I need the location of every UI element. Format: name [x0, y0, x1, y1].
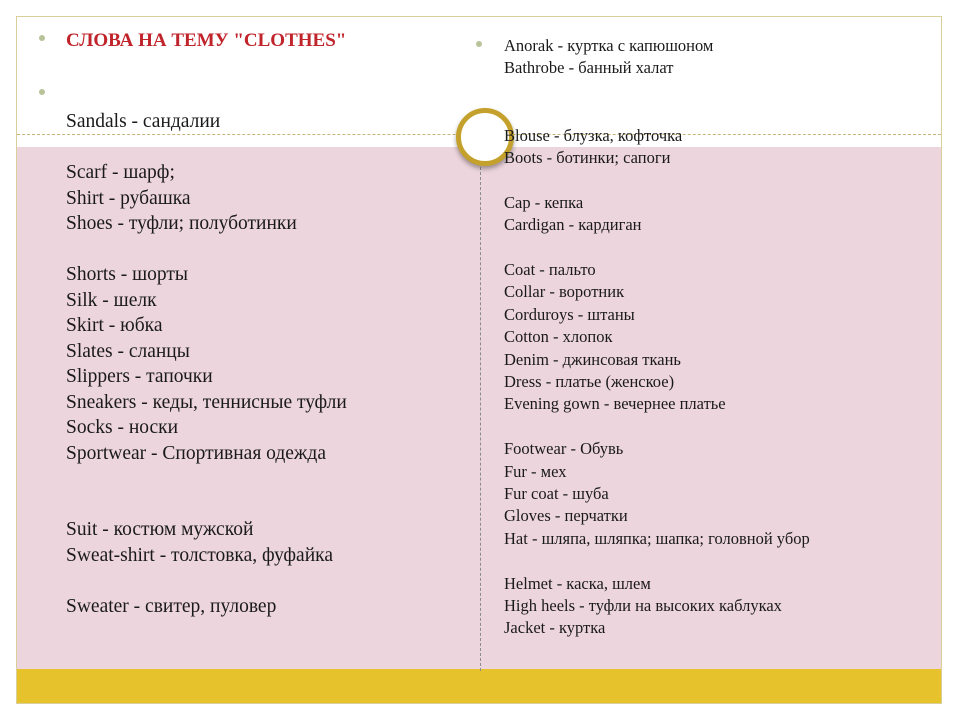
list-item: Anorak - куртка с капюшоном [504, 36, 714, 55]
list-item: Cap - кепка [504, 192, 584, 212]
bullet-icon [39, 35, 45, 41]
list-item: Denim - джинсовая ткань [504, 349, 681, 369]
list-item: Coat - пальто [504, 260, 596, 279]
list-item [66, 237, 347, 263]
bullet-icon [476, 41, 482, 47]
list-item: Blouse - блузка, кофточка [504, 125, 683, 145]
list-item [504, 102, 810, 124]
list-item: Footwear - Обувь [504, 439, 624, 459]
list-item: Collar - воротник [504, 282, 625, 302]
list-item: Evening gown - вечернее платье [504, 394, 726, 414]
list-item: Sweat-shirt - толстовка, фуфайка [66, 544, 333, 566]
list-item: Dress - платье (женское) [504, 372, 675, 392]
list-item: Cotton - хлопок [504, 327, 613, 347]
list-item [66, 135, 347, 161]
list-item: Socks - носки [66, 417, 179, 438]
column-divider [480, 157, 481, 671]
list-item: Boots - ботинки; сапоги [504, 148, 671, 167]
list-item [504, 169, 810, 191]
list-item: Sneakers - кеды, теннисные туфли [66, 391, 347, 413]
gold-footer-band [17, 669, 941, 703]
list-item: Cardigan - кардиган [504, 215, 642, 235]
list-item [504, 416, 810, 438]
list-item: Fur coat - шуба [504, 484, 609, 504]
list-item [504, 80, 810, 102]
list-item: Jacket - куртка [504, 618, 606, 638]
list-item: Shirt - рубашка [66, 187, 191, 209]
list-item: Gloves - перчатки [504, 506, 628, 526]
list-item [66, 466, 347, 492]
list-item: Corduroys - штаны [504, 304, 635, 324]
list-item [504, 550, 810, 572]
list-item [66, 492, 347, 518]
page-title: СЛОВА НА ТЕМУ "CLOTHES" [66, 30, 347, 51]
list-item: Shorts - шорты [66, 264, 188, 285]
list-item [66, 568, 347, 594]
list-item: Scarf - шарф; [66, 162, 175, 183]
right-word-list [504, 35, 810, 640]
list-item: Sweater - свитер, пуловер [66, 595, 277, 617]
list-item: Bathrobe - банный халат [504, 58, 674, 78]
list-item: High heels - туфли на высоких каблуках [504, 596, 782, 616]
list-item: Sportwear - Спортивная одежда [66, 442, 326, 464]
list-item [504, 237, 810, 259]
list-item: Hat - шляпа, шляпка; шапка; головной убор [504, 528, 810, 548]
list-item: Skirt - юбка [66, 315, 163, 336]
slide [16, 16, 942, 704]
list-item: Sandals - сандалии [66, 111, 221, 132]
list-item: Slates - сланцы [66, 340, 190, 362]
list-item: Helmet - каска, шлем [504, 573, 651, 593]
bullet-icon [39, 89, 45, 95]
list-item: Silk - шелк [66, 289, 157, 311]
left-word-list [66, 109, 347, 619]
list-item: Suit - костюм мужской [66, 519, 254, 540]
list-item: Slippers - тапочки [66, 366, 213, 387]
list-item: Shoes - туфли; полуботинки [66, 213, 297, 234]
list-item: Fur - мех [504, 461, 567, 481]
